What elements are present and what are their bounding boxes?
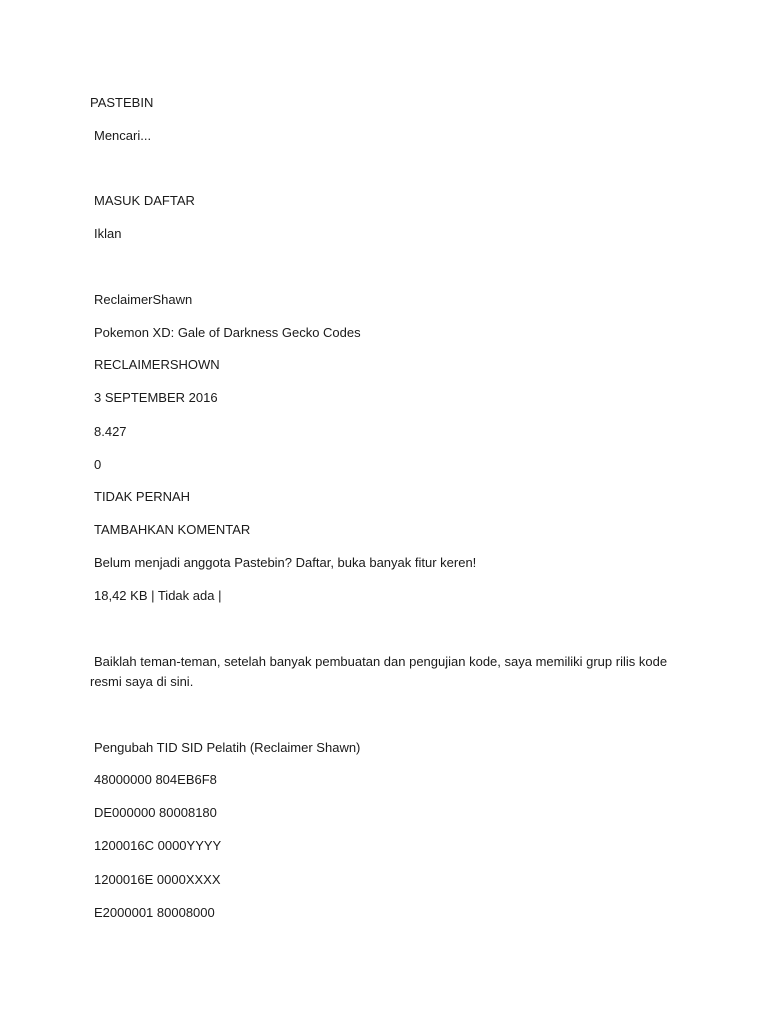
code-line: DE000000 80008180 bbox=[94, 805, 217, 820]
paste-title: Pokemon XD: Gale of Darkness Gecko Codes bbox=[94, 325, 361, 340]
signup-prompt[interactable]: Belum menjadi anggota Pastebin? Daftar, buka banyak fitur keren! bbox=[94, 555, 477, 570]
code-title: Pengubah TID SID Pelatih (Reclaimer Shawn) bbox=[94, 740, 361, 755]
intro-paragraph bbox=[90, 652, 670, 692]
paste-size-info: 18,42 KB | Tidak ada | bbox=[94, 588, 222, 603]
code-line: 1200016C 0000YYYY bbox=[94, 838, 222, 853]
code-line: E2000001 80008000 bbox=[94, 905, 215, 920]
paste-date: 3 SEPTEMBER 2016 bbox=[94, 390, 218, 405]
search-placeholder[interactable]: Mencari... bbox=[94, 128, 152, 143]
intro-line-1: Baiklah teman-teman, setelah banyak pembuatan dan pengujian kode, saya memiliki grup rilis kode bbox=[94, 654, 668, 669]
auth-links[interactable]: MASUK DAFTAR bbox=[94, 193, 195, 208]
add-comment-link[interactable]: TAMBAHKAN KOMENTAR bbox=[94, 522, 251, 537]
paste-comments-count: 0 bbox=[94, 457, 102, 472]
code-line: 1200016E 0000XXXX bbox=[94, 872, 221, 887]
code-line: 48000000 804EB6F8 bbox=[94, 772, 217, 787]
paste-expiry: TIDAK PERNAH bbox=[94, 489, 191, 504]
paste-views: 8.427 bbox=[94, 424, 127, 439]
site-brand[interactable]: PASTEBIN bbox=[90, 95, 154, 110]
paste-author-upper[interactable]: RECLAIMERSHOWN bbox=[94, 357, 220, 372]
intro-line-2: resmi saya di sini. bbox=[90, 674, 194, 689]
paste-author-name[interactable]: ReclaimerShawn bbox=[94, 292, 193, 307]
ad-label: Iklan bbox=[94, 226, 122, 241]
